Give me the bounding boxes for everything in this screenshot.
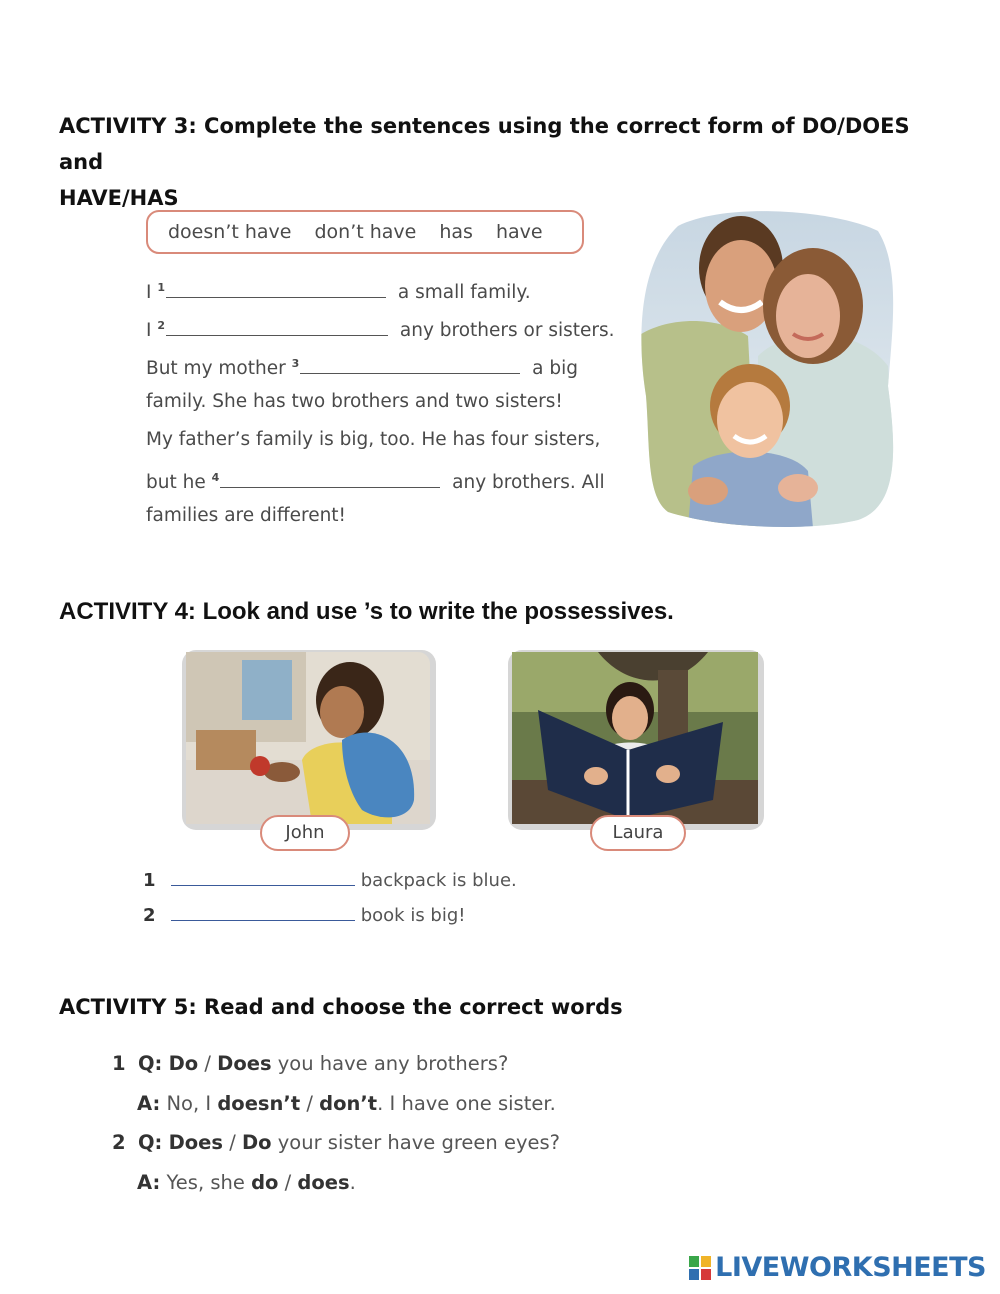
- answer-text: . I have one sister.: [377, 1092, 556, 1115]
- possessive-blank-1[interactable]: [171, 884, 355, 886]
- item-number: 1: [143, 870, 156, 891]
- line-text: I: [146, 320, 152, 341]
- activity4-heading: ACTIVITY 4: Look and use ’s to write the possessives.: [59, 598, 674, 625]
- blank-number: 4: [211, 471, 220, 484]
- choice-option[interactable]: Does: [168, 1131, 223, 1154]
- possessive-item-2: [143, 901, 466, 931]
- activity5-heading: ACTIVITY 5: Read and choose the correct words: [59, 995, 623, 1019]
- choice-separator: /: [306, 1092, 313, 1115]
- word-bank-item: doesn’t have: [168, 221, 292, 243]
- question-number: 1: [112, 1052, 126, 1075]
- activity3-line-5: My father’s family is big, too. He has four sisters,: [146, 429, 601, 450]
- line-text: a big: [532, 358, 578, 379]
- activity3-heading-line1: ACTIVITY 3: Complete the sentences using the correct form of DO/DOES and: [59, 114, 910, 174]
- line-text: any brothers or sisters.: [399, 320, 615, 341]
- choice-option[interactable]: does: [297, 1171, 350, 1194]
- family-photo: [638, 206, 900, 528]
- name-label-john: John: [260, 815, 350, 851]
- answer-blank-4[interactable]: [220, 486, 440, 488]
- line-text: a small family.: [397, 282, 531, 303]
- possessive-blank-2[interactable]: [171, 919, 355, 921]
- laura-photo: [508, 650, 764, 830]
- answer-blank-2[interactable]: [166, 334, 388, 336]
- word-bank-item: has: [439, 221, 473, 243]
- activity3-line-2: [146, 307, 615, 345]
- answer-blank-3[interactable]: [300, 372, 520, 374]
- item-text: backpack is blue.: [360, 870, 517, 891]
- activity3-heading: [59, 108, 959, 216]
- logo-blocks-icon: [689, 1256, 711, 1280]
- possessive-item-1: [143, 866, 517, 896]
- answer-text: Yes, she: [166, 1171, 245, 1194]
- blank-number: 1: [157, 281, 166, 294]
- answer-2: [137, 1165, 356, 1201]
- choice-separator: /: [284, 1171, 292, 1194]
- activity3-line-4: family. She has two brothers and two sisters!: [146, 391, 563, 412]
- blank-number: 2: [157, 319, 166, 332]
- line-text: I: [146, 282, 152, 303]
- choice-option[interactable]: doesn’t: [217, 1092, 301, 1115]
- choice-option[interactable]: don’t: [319, 1092, 378, 1115]
- activity3-line-7: families are different!: [146, 505, 346, 526]
- q-label: Q:: [137, 1131, 163, 1154]
- choice-option[interactable]: Do: [168, 1052, 199, 1075]
- line-text: but he: [146, 472, 206, 493]
- name-label-laura: Laura: [590, 815, 686, 851]
- question-1: [112, 1046, 508, 1082]
- john-photo: [182, 650, 436, 830]
- word-bank-item: have: [495, 221, 543, 243]
- word-bank-item: don’t have: [314, 221, 417, 243]
- choice-option[interactable]: Do: [241, 1131, 272, 1154]
- choice-option[interactable]: do: [251, 1171, 279, 1194]
- logo-text: LIVEWORKSHEETS: [715, 1252, 986, 1283]
- question-2: [112, 1125, 560, 1161]
- question-text: you have any brothers?: [277, 1052, 509, 1075]
- activity3-line-1: [146, 269, 531, 307]
- line-text: any brothers. All: [452, 472, 605, 493]
- choice-separator: /: [229, 1131, 236, 1154]
- a-label: A:: [137, 1092, 161, 1115]
- activity3-heading-line2: HAVE/HAS: [59, 186, 179, 210]
- q-label: Q:: [137, 1052, 163, 1075]
- item-number: 2: [143, 905, 156, 926]
- a-label: A:: [137, 1171, 161, 1194]
- answer-1: [137, 1086, 556, 1122]
- activity3-line-3: [146, 345, 578, 383]
- blank-number: 3: [291, 357, 300, 370]
- choice-option[interactable]: Does: [217, 1052, 272, 1075]
- activity3-line-6: [146, 459, 605, 497]
- answer-text: .: [349, 1171, 356, 1194]
- word-bank: [146, 210, 584, 254]
- liveworksheets-logo: [689, 1252, 986, 1283]
- choice-separator: /: [204, 1052, 211, 1075]
- line-text: But my mother: [146, 358, 286, 379]
- item-text: book is big!: [360, 905, 466, 926]
- answer-blank-1[interactable]: [166, 296, 386, 298]
- question-number: 2: [112, 1131, 126, 1154]
- answer-text: No, I: [166, 1092, 212, 1115]
- question-text: your sister have green eyes?: [277, 1131, 561, 1154]
